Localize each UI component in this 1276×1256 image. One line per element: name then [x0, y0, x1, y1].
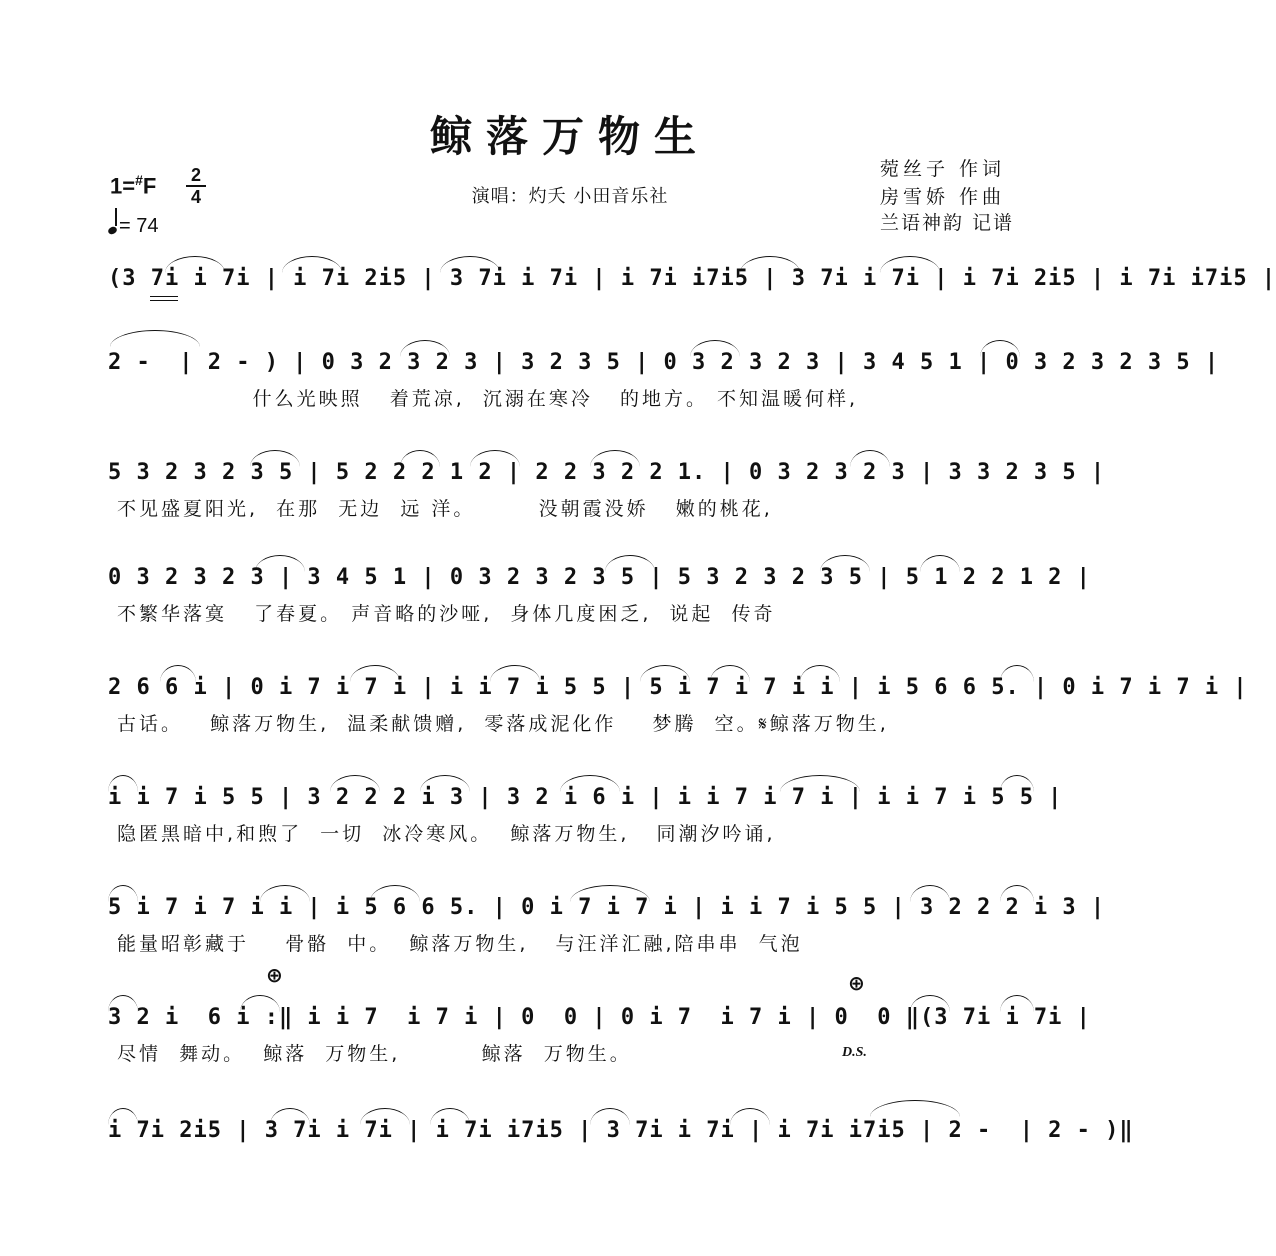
slur-mark: [110, 330, 200, 347]
coda-sign-icon: ⊕: [848, 971, 865, 995]
slur-mark: [270, 1108, 310, 1125]
notation-row: 5 3 2 3 2 3 5 | 5 2 2 2 1 2 | 2 2 3 2 2 1. | 0 3 2 3 2 3 | 3 3 2 3 5 |: [108, 460, 1106, 485]
slur-mark: [870, 1100, 960, 1117]
lyrics-row: 不繁华落寞 了春夏。 声音略的沙哑, 身体几度困乏, 说起 传奇: [108, 603, 776, 625]
slur-mark: [980, 340, 1020, 357]
sharp-symbol: #: [135, 172, 143, 188]
time-signature-top: 2: [190, 165, 201, 185]
lyrics-row: 不见盛夏阳光, 在那 无边 远 洋。 没朝霞没娇 嫩的桃花,: [108, 498, 773, 520]
underline-mark: [150, 300, 178, 301]
slur-mark: [108, 995, 138, 1012]
slur-mark: [1000, 775, 1034, 792]
lyrics-row: 什么光映照 着荒凉, 沉溺在寒冷 的地方。 不知温暖何样,: [108, 388, 859, 410]
note-stem: [115, 208, 117, 226]
slur-mark: [108, 1108, 138, 1125]
underline-mark: [150, 296, 178, 297]
slur-mark: [420, 775, 470, 792]
slur-mark: [590, 450, 640, 467]
slur-mark: [820, 555, 870, 572]
slur-mark: [570, 885, 650, 902]
lyrics-row: 古话。 鲸落万物生, 温柔献馈赠, 零落成泥化作 梦腾 空。𝄋鲸落万物生,: [108, 713, 889, 735]
slur-mark: [780, 775, 860, 792]
key-prefix: 1=: [110, 173, 136, 199]
slur-mark: [430, 1108, 470, 1125]
key-note: F: [142, 173, 157, 199]
composer-credit: 房雪娇 作曲: [880, 186, 1006, 208]
slur-mark: [108, 775, 138, 792]
notation-row: 3 2 i 6 i :‖ i i 7 i 7 i | 0 0 | 0 i 7 i 7 i | 0 0 ‖(3 7i i 7i |: [108, 1005, 1091, 1030]
slur-mark: [350, 665, 400, 682]
notation-row: 2 6 6 i | 0 i 7 i 7 i | i i 7 i 5 5 | 5 i 7 i 7 i i | i 5 6 6 5. | 0 i 7 i 7 i |: [108, 675, 1248, 700]
performer: 演唱：灼夭 小田音乐社: [471, 186, 669, 207]
slur-mark: [440, 256, 500, 273]
slur-mark: [910, 885, 950, 902]
notation-row: (3 7i i 7i | i 7i 2i5 | 3 7i i 7i | i 7i i7i5 | 3 7i i 7i | i 7i 2i5 | i 7i i7i5 |: [108, 266, 1276, 291]
slur-mark: [400, 340, 450, 357]
slur-mark: [850, 450, 890, 467]
slur-mark: [800, 665, 840, 682]
slur-mark: [160, 665, 196, 682]
slur-mark: [1000, 665, 1034, 682]
notation-row: i 7i 2i5 | 3 7i i 7i | i 7i i7i5 | 3 7i i 7i | i 7i i7i5 | 2 - | 2 - )‖: [108, 1118, 1134, 1143]
slur-mark: [250, 450, 300, 467]
slur-mark: [255, 555, 305, 572]
slur-mark: [560, 775, 620, 792]
dal-segno-marking: D.S.: [842, 1045, 867, 1060]
slur-mark: [710, 665, 750, 682]
slur-mark: [490, 665, 540, 682]
quarter-note-icon: [107, 225, 118, 235]
lyrics-row: 尽情 舞动。 鲸落 万物生, 鲸落 万物生。: [108, 1043, 632, 1065]
slur-mark: [690, 340, 740, 357]
transcriber-credit: 兰语神韵 记谱: [880, 212, 1015, 234]
slur-mark: [1000, 885, 1034, 902]
slur-mark: [400, 450, 440, 467]
slur-mark: [282, 256, 342, 273]
coda-sign-icon: ⊕: [266, 963, 283, 987]
time-signature-bottom: 4: [190, 187, 201, 207]
slur-mark: [240, 995, 280, 1012]
slur-mark: [260, 885, 310, 902]
notation-row: 2 - | 2 - ) | 0 3 2 3 2 3 | 3 2 3 5 | 0 3 2 3 2 3 | 3 4 5 1 | 0 3 2 3 2 3 5 |: [108, 350, 1220, 375]
tempo-marking: [108, 214, 158, 238]
notation-row: 0 3 2 3 2 3 | 3 4 5 1 | 0 3 2 3 2 3 5 | 5 3 2 3 2 3 5 | 5 1 2 2 1 2 |: [108, 565, 1091, 590]
slur-mark: [360, 1108, 410, 1125]
notation-row: i i 7 i 5 5 | 3 2 2 2 i 3 | 3 2 i 6 i | i i 7 i 7 i | i i 7 i 5 5 |: [108, 785, 1063, 810]
slur-mark: [108, 885, 138, 902]
slur-mark: [605, 555, 655, 572]
slur-mark: [640, 665, 690, 682]
slur-mark: [330, 775, 380, 792]
slur-mark: [370, 885, 420, 902]
slur-mark: [590, 1108, 630, 1125]
slur-mark: [470, 450, 520, 467]
tempo-value: = 74: [119, 215, 159, 237]
slur-mark: [730, 1108, 770, 1125]
slur-mark: [920, 555, 960, 572]
slur-mark: [910, 995, 950, 1012]
song-title: 鲸落万物生: [429, 112, 710, 161]
lyricist-credit: 菀丝子 作词: [880, 158, 1006, 180]
lyrics-row: 能量昭彰藏于 骨骼 中。 鲸落万物生, 与汪洋汇融,陪串串 气泡: [108, 933, 803, 955]
slur-mark: [880, 256, 940, 273]
slur-mark: [740, 256, 800, 273]
lyrics-row: 隐匿黑暗中,和煦了 一切 冰冷寒风。 鲸落万物生, 同潮汐吟诵,: [108, 823, 776, 845]
slur-mark: [1000, 995, 1034, 1012]
notation-row: 5 i 7 i 7 i i | i 5 6 6 5. | 0 i 7 i 7 i | i i 7 i 5 5 | 3 2 2 2 i 3 |: [108, 895, 1106, 920]
slur-mark: [165, 256, 225, 273]
